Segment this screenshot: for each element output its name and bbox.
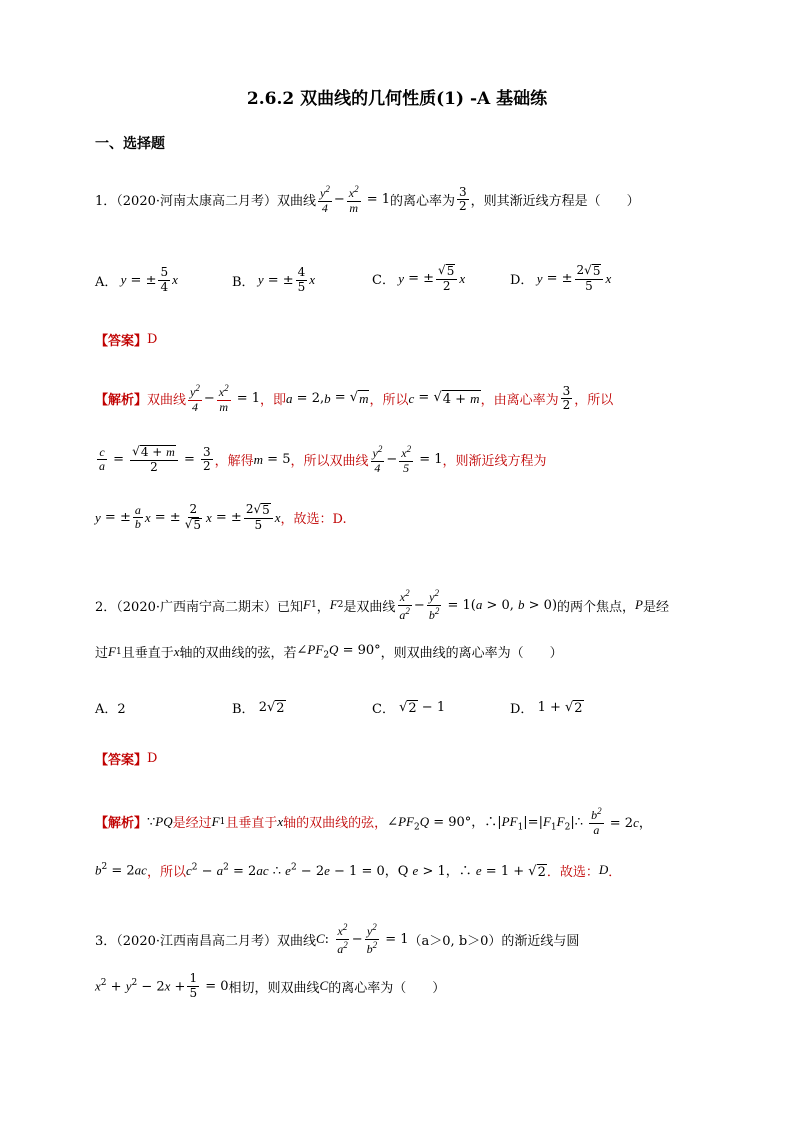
- question-3-line2: $x^2 + y^2 - 2x$ + $\frac{1}{5}$ = 0 相切，则双曲线 C 的离心率为（ ）: [95, 971, 446, 1000]
- question-1: 1．（2020·河南太康高二月考）双曲线 $\frac{y^2}{4}$ − $\frac{x^2}{m}$ = 1 的离心率为 $\frac{3}{2}$ ，则其渐近线方程是（ ）: [95, 184, 640, 215]
- q1-option-c[interactable]: C． y = ± √ 5 2 x: [372, 263, 466, 293]
- q1-mid: 的离心率为: [390, 194, 456, 210]
- q1-prefix: 1．（2020·河南太康高二月考）双曲线: [95, 194, 316, 210]
- q1-suffix: ，则其渐近线方程是（ ）: [470, 194, 640, 210]
- question-3: 3．（2020·江西南昌高二月考）双曲线 C : $\frac{x^2}{a^2}$ − $\frac{y^2}{b^2}$ = 1 （a＞0, b＞0） 的渐近线与圆: [95, 922, 580, 956]
- q2-option-d[interactable]: D． 1 + √ 2: [510, 699, 583, 717]
- q1-option-a[interactable]: A． y = ± $\frac{5}{4}$ x: [95, 265, 178, 294]
- q2-analysis-line2: $b^2 = 2ac$ ，所以 $c^2 - a^2 = 2ac$ ∴ $e^2 - 2e - 1 = 0$，Q e > 1，∴ e = 1 + √ 2 ．故选： D ．: [95, 861, 622, 880]
- q1-analysis-line3: y = ± $\frac{a}{b}$ x = ± 2 √ 5 x = ± 2√ 5 5 x ，故选：D.: [95, 502, 347, 532]
- q1-analysis-line2: $\frac{c}{a}$ = √ 4 + m 2 = $\frac{3}{2}$ ，解得 m = 5 ，所以双曲线 $\frac{y^2}{4}$ − $\frac{x^2}{5}$ = 1 ，则渐近线方程为: [99, 444, 547, 475]
- q1-option-d[interactable]: D． y = ± 2√ 5 5 x: [510, 263, 612, 293]
- q2-option-b[interactable]: B． 2√ 2: [232, 699, 285, 717]
- q1-analysis-line1: 【解析】 双曲线 $\frac{y^2}{4}$ − $\frac{x^2}{m}$ = 1 ，即 a = 2, b = √ m ，所以 c = √ 4 + m ，由离心率为 $\frac{3}{2}$ ，所以: [95, 383, 614, 414]
- q2-option-c[interactable]: C． √ 2 − 1: [372, 699, 446, 717]
- question-2: 2．（2020·广西南宁高二期末）已知 F 1 ， F 2 是双曲线 $\frac{x^2}{a^2}$ − $\frac{y^2}{b^2}$ = 1(a > 0, b > 0) 的两个焦点， P 是经: [95, 588, 669, 622]
- q2-option-a[interactable]: A．2: [95, 702, 126, 717]
- question-2-line2: 过 F 1 且垂直于 x 轴的双曲线的弦，若 $\angle PF_2Q = 90^\circ$ ，则双曲线的离心率为（ ）: [95, 642, 563, 661]
- section-heading: 一、选择题: [95, 136, 165, 152]
- q1-option-b[interactable]: B． y = ± $\frac{4}{5}$ x: [232, 265, 316, 294]
- q2-answer: 【答案】 D: [95, 751, 158, 768]
- page-title: 2.6.2 双曲线的几何性质(1) -A 基础练: [246, 89, 548, 109]
- q1-answer: 【答案】 D: [95, 332, 158, 349]
- q2-analysis-line1: 【解析】 ∵PQ 是经过 F 1 且垂直于 x 轴的双曲线的弦， $\angle PF_2Q = 90^\circ$，$\therefore|PF_1|=|F_1F_2|\therefore$ $\frac{b^2}{a}$ = 2c，: [95, 806, 652, 837]
